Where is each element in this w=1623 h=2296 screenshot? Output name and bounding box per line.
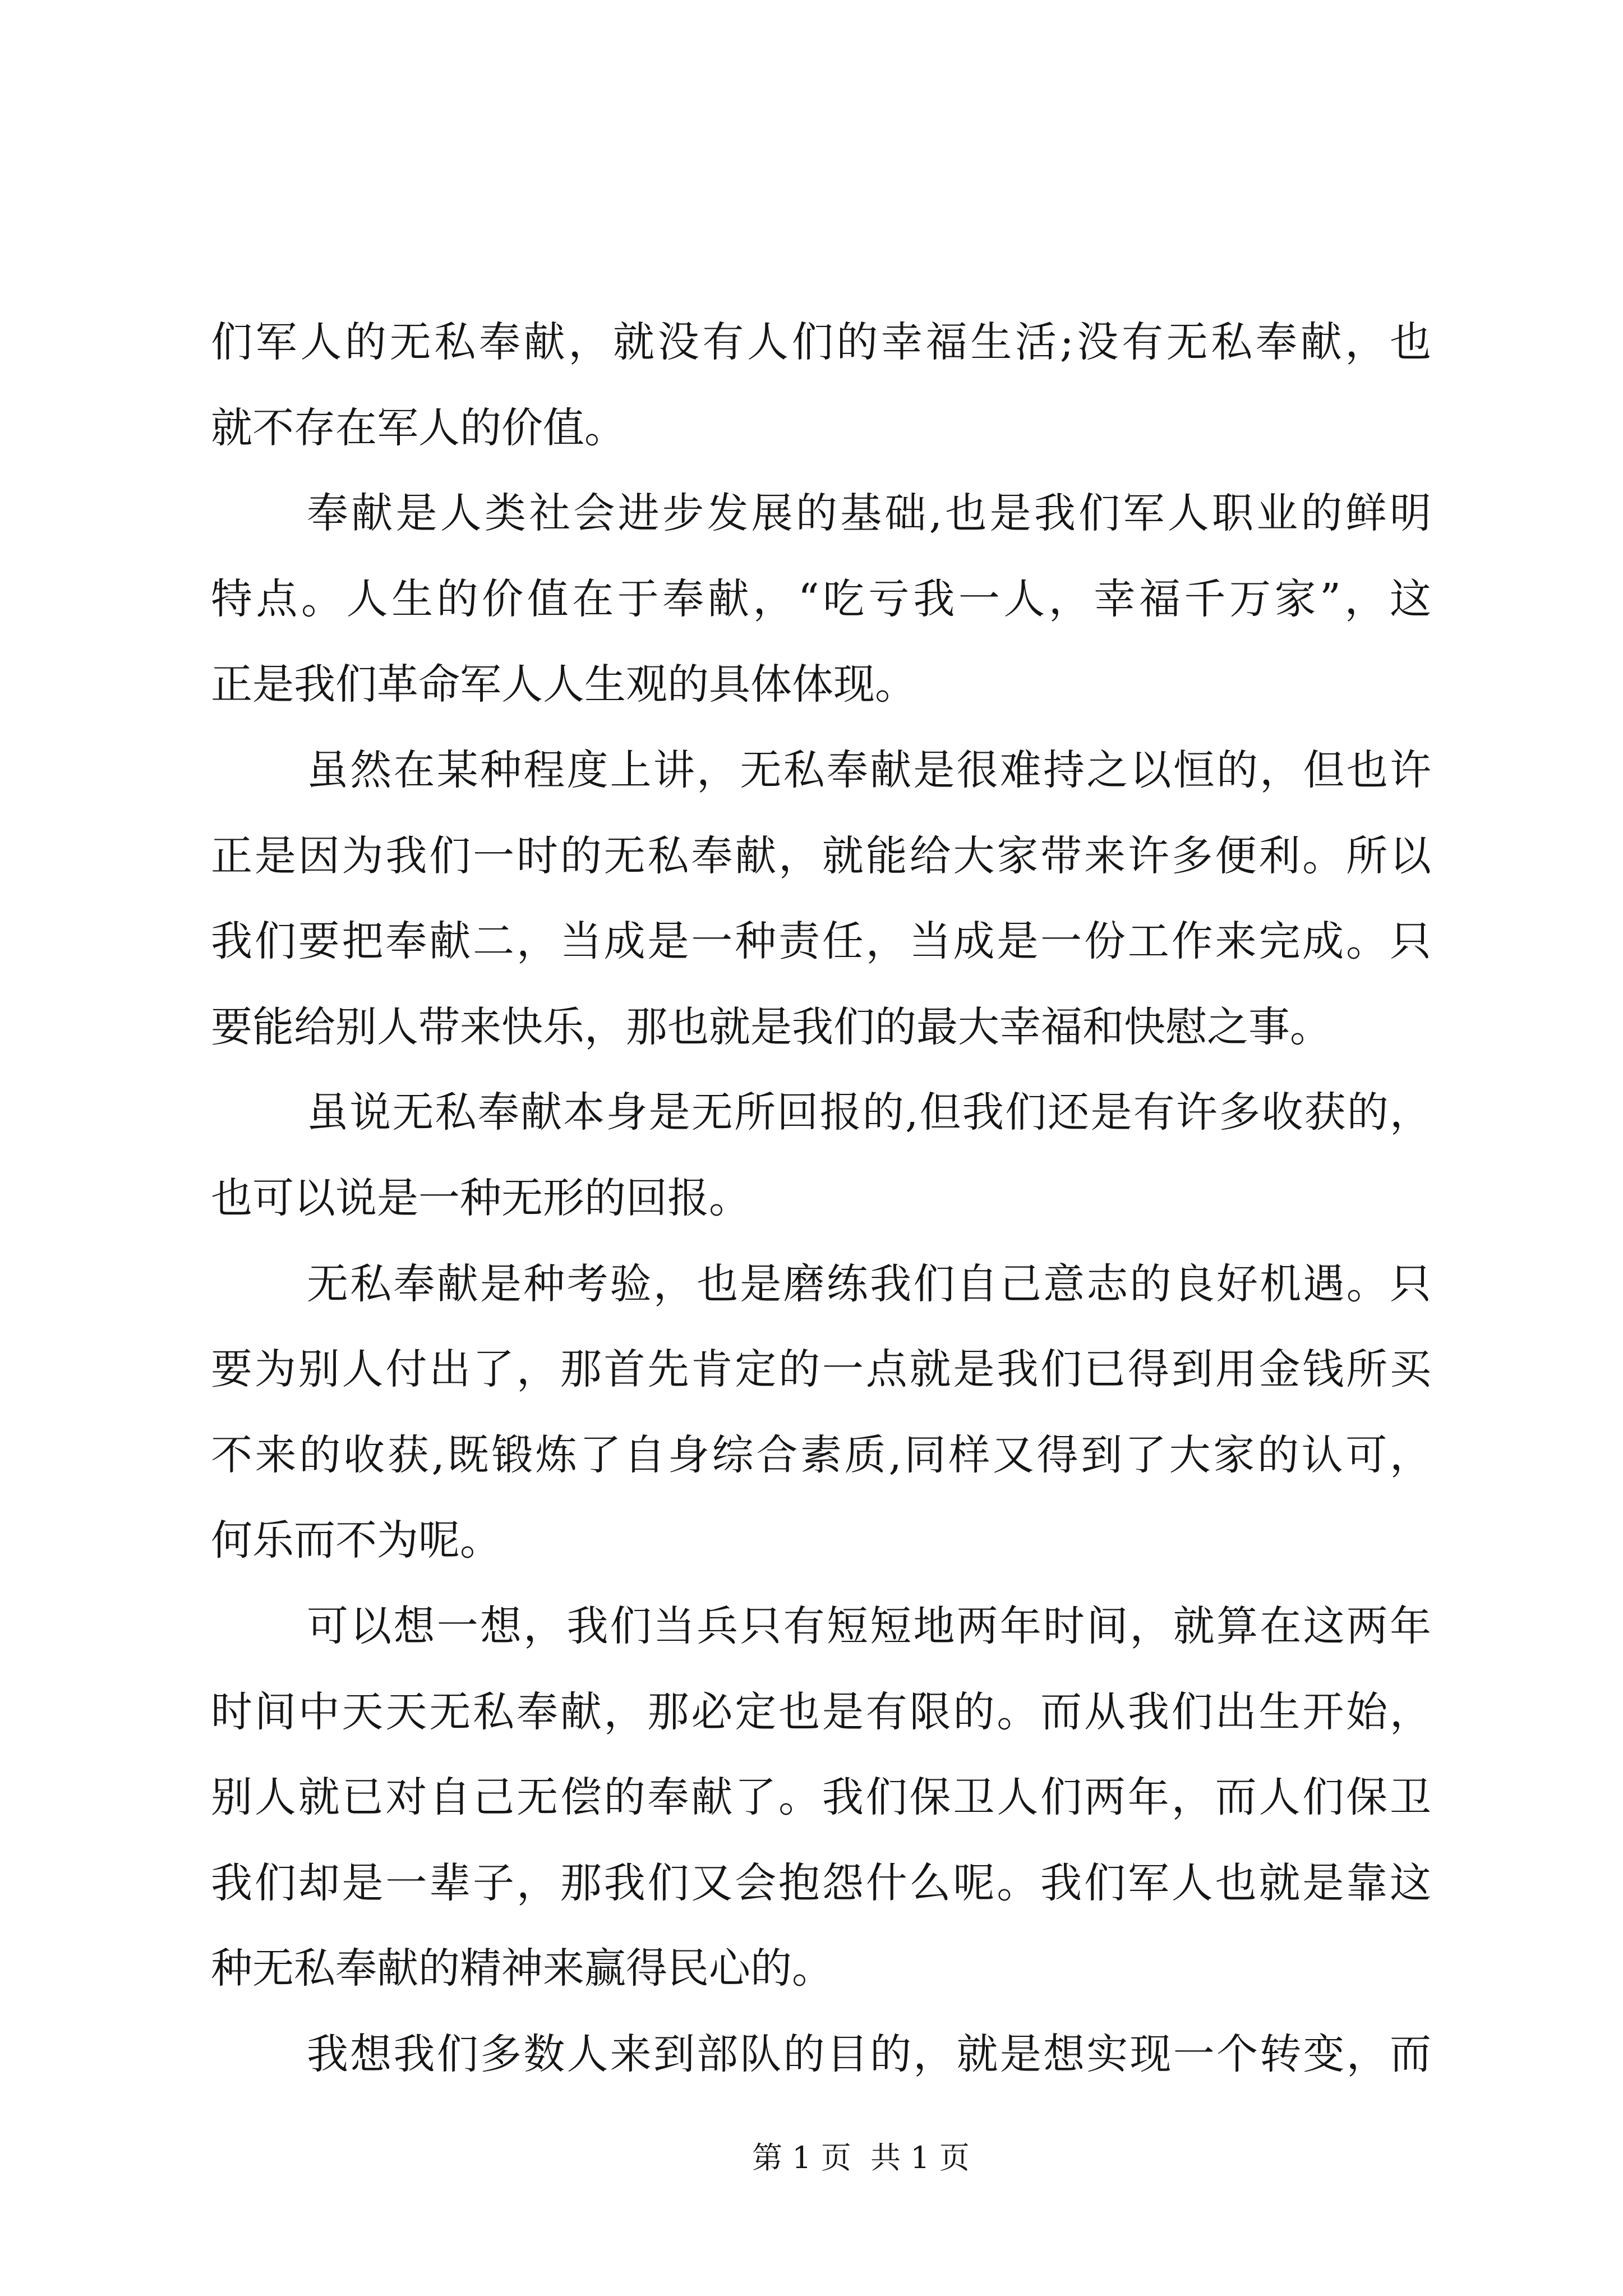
- text-line: 虽然在某种程度上讲，无私奉献是很难持之以恒的，但也许: [307, 746, 1431, 794]
- text-line: 不来的收获,既锻炼了自身综合素质,同样又得到了大家的认可，: [211, 1430, 1431, 1479]
- text-line: 可以想一想，我们当兵只有短短地两年时间，就算在这两年: [307, 1602, 1431, 1650]
- page-footer: 第 1 页 共 1 页: [752, 2140, 970, 2175]
- text-line: 正是因为我们一时的无私奉献，就能给大家带来许多便利。所以: [211, 831, 1431, 880]
- text-line: 也可以说是一种无形的回报。: [211, 1174, 750, 1222]
- paragraph: [211, 2012, 1431, 2097]
- paragraph: [211, 728, 1431, 1070]
- text-line: 奉献是人类社会进步发展的基础,也是我们军人职业的鲜明: [307, 489, 1431, 538]
- text-line: 何乐而不为呢。: [211, 1516, 501, 1565]
- text-line: 们军人的无私奉献，就没有人们的幸福生活;没有无私奉献，也: [211, 318, 1431, 366]
- paragraph: [211, 1070, 1431, 1241]
- text-line: 虽说无私奉献本身是无所回报的,但我们还是有许多收获的，: [307, 1088, 1431, 1137]
- paragraph: [211, 1241, 1431, 1584]
- text-line: 特点。人生的价值在于奉献，“吃亏我一人，幸福千万家”，这: [211, 574, 1431, 623]
- text-line: 要为别人付出了，那首先肯定的一点就是我们已得到用金钱所买: [211, 1345, 1431, 1394]
- text-line: 就不存在军人的价值。: [211, 403, 626, 452]
- text-line: 时间中天天无私奉献，那必定也是有限的。而从我们出生开始，: [211, 1687, 1431, 1736]
- paragraph: [211, 471, 1431, 728]
- paragraph: [211, 300, 1431, 471]
- text-line: 我们却是一辈子，那我们又会抱怨什么呢。我们军人也就是靠这: [211, 1858, 1431, 1907]
- body-text: [211, 300, 1431, 2097]
- text-line: 我们要把奉献二，当成是一种责任，当成是一份工作来完成。只: [211, 917, 1431, 966]
- text-line: 别人就已对自己无偿的奉献了。我们保卫人们两年，而人们保卫: [211, 1773, 1431, 1822]
- text-line: 我想我们多数人来到部队的目的，就是想实现一个转变，而: [307, 2030, 1431, 2078]
- text-line: 种无私奉献的精神来赢得民心的。: [211, 1944, 833, 1993]
- paragraph: [211, 1584, 1431, 2012]
- text-line: 要能给别人带来快乐，那也就是我们的最大幸福和快慰之事。: [211, 1002, 1331, 1051]
- text-line: 无私奉献是种考验，也是磨练我们自己意志的良好机遇。只: [307, 1259, 1431, 1308]
- text-line: 正是我们革命军人人生观的具体体现。: [211, 660, 916, 709]
